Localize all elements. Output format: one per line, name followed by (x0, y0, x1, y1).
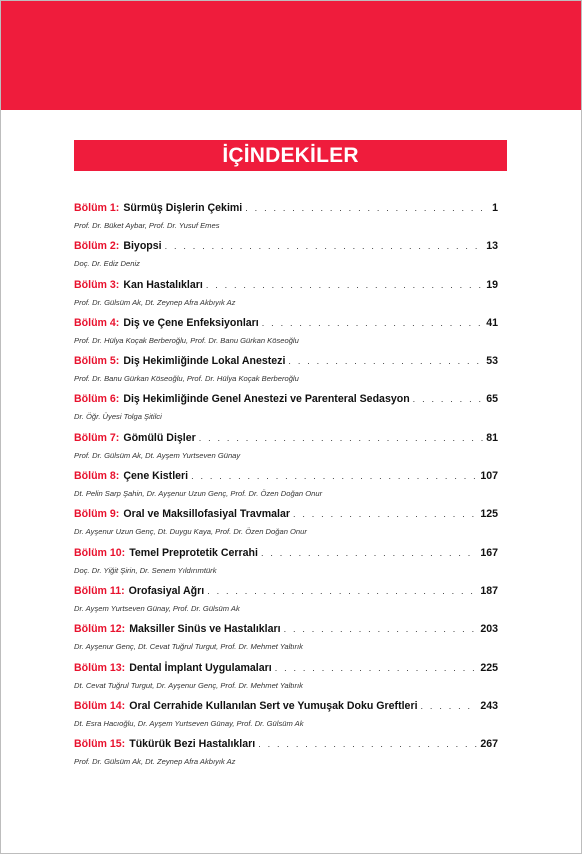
chapter-label: Bölüm 3: (74, 278, 120, 291)
toc-entry-row[interactable] (74, 547, 498, 564)
chapter-authors: Prof. Dr. Gülsüm Ak, Dt. Zeynep Afra Akbıyık Az (74, 297, 236, 307)
chapter-label: Bölüm 9: (74, 508, 120, 521)
chapter-authors: Dr. Ayşenur Genç, Dt. Cevat Tuğrul Turgut, Prof. Dr. Mehmet Yaltırık (74, 642, 303, 652)
chapter-authors: Prof. Dr. Gülsüm Ak, Dt. Zeynep Afra Akbıyık Az (74, 757, 236, 767)
dot-leader (199, 433, 483, 443)
chapter-label: Bölüm 11: (74, 584, 125, 597)
chapter-label: Bölüm 6: (74, 393, 120, 406)
page-number: 203 (480, 623, 498, 636)
page-number: 125 (480, 508, 498, 521)
title-banner (74, 140, 507, 171)
toc-entry-row[interactable] (74, 240, 498, 257)
chapter-authors: Dr. Öğr. Üyesi Tolga Şitilci (74, 412, 162, 422)
page-number: 19 (486, 278, 498, 291)
toc-entry (74, 393, 498, 431)
toc-entry (74, 700, 498, 738)
chapter-title: Orofasiyal Ağrı (128, 584, 205, 597)
header-band (1, 1, 581, 110)
chapter-title: Çene Kistleri (123, 470, 189, 483)
chapter-title: Diş Hekimliğinde Lokal Anestezi (123, 355, 286, 368)
dot-leader (421, 701, 478, 711)
dot-leader (261, 548, 477, 558)
chapter-authors: Prof. Dr. Gülsüm Ak, Dt. Ayşem Yurtseven Günay (74, 450, 241, 460)
chapter-authors: Dt. Cevat Tuğrul Turgut, Dr. Ayşenur Genç, Prof. Dr. Mehmet Yaltırık (74, 680, 303, 690)
page-number: 187 (480, 584, 498, 597)
toc-entry (74, 279, 498, 317)
toc-entry (74, 202, 498, 240)
toc-entry-row[interactable] (74, 432, 498, 449)
chapter-authors: Prof. Dr. Hülya Koçak Berberoğlu, Prof. Dr. Banu Gürkan Köseoğlu (74, 335, 299, 345)
toc-entry-row[interactable] (74, 393, 498, 410)
chapter-authors: Doç. Dr. Yiğit Şirin, Dr. Senem Yıldırımtürk (74, 565, 217, 575)
chapter-label: Bölüm 7: (74, 431, 120, 444)
chapter-label: Bölüm 14: (74, 699, 126, 712)
page-number: 81 (486, 431, 498, 444)
toc-entry-row[interactable] (74, 279, 498, 296)
chapter-title: Sürmüş Dişlerin Çekimi (123, 202, 243, 214)
dot-leader (288, 356, 483, 366)
chapter-title: Tükürük Bezi Hastalıkları (129, 738, 256, 751)
chapter-title: Oral ve Maksillofasiyal Travmalar (123, 508, 290, 521)
chapter-label: Bölüm 13: (74, 661, 126, 674)
dot-leader (262, 318, 483, 328)
table-of-contents (74, 202, 498, 776)
toc-entry-row[interactable] (74, 202, 498, 219)
toc-entry (74, 547, 498, 585)
chapter-authors: Dt. Pelin Sarp Şahin, Dr. Ayşenur Uzun Genç, Prof. Dr. Özen Doğan Onur (74, 489, 323, 499)
chapter-title: Biyopsi (123, 240, 162, 253)
chapter-label: Bölüm 1: (74, 202, 120, 214)
toc-entry-row[interactable] (74, 662, 498, 679)
dot-leader (284, 624, 478, 634)
chapter-title: Diş ve Çene Enfeksiyonları (123, 316, 259, 329)
dot-leader (191, 471, 477, 481)
page-title: İÇİNDEKİLER (222, 143, 359, 167)
toc-entry (74, 662, 498, 700)
dot-leader (275, 663, 478, 673)
toc-entry-row[interactable] (74, 738, 498, 755)
dot-leader (413, 394, 484, 404)
dot-leader (206, 280, 483, 290)
dot-leader (245, 203, 489, 213)
chapter-title: Oral Cerrahide Kullanılan Sert ve Yumuşak Doku Greftleri (129, 699, 418, 712)
chapter-title: Maksiller Sinüs ve Hastalıkları (129, 623, 281, 636)
chapter-label: Bölüm 12: (74, 623, 126, 636)
chapter-title: Temel Preprotetik Cerrahi (129, 546, 258, 559)
chapter-label: Bölüm 4: (74, 316, 120, 329)
dot-leader (293, 509, 477, 519)
page-number: 41 (486, 316, 498, 329)
page-number: 107 (480, 470, 498, 483)
chapter-authors: Doç. Dr. Ediz Deniz (74, 259, 140, 269)
toc-entry-row[interactable] (74, 355, 498, 372)
chapter-label: Bölüm 8: (74, 470, 120, 483)
page-number: 225 (480, 661, 498, 674)
toc-entry (74, 508, 498, 546)
dot-leader (258, 739, 477, 749)
toc-entry (74, 470, 498, 508)
toc-entry (74, 738, 498, 776)
toc-entry-row[interactable] (74, 585, 498, 602)
chapter-authors: Dr. Ayşenur Uzun Genç, Dt. Duygu Kaya, Prof. Dr. Özen Doğan Onur (74, 527, 307, 537)
page-number: 243 (480, 699, 498, 712)
chapter-label: Bölüm 10: (74, 546, 126, 559)
page-number: 53 (486, 355, 498, 368)
toc-entry (74, 432, 498, 470)
toc-entry-row[interactable] (74, 317, 498, 334)
toc-entry (74, 240, 498, 278)
chapter-title: Diş Hekimliğinde Genel Anestezi ve Parenteral Sedasyon (123, 393, 410, 406)
page-number: 267 (480, 738, 498, 751)
chapter-label: Bölüm 5: (74, 355, 120, 368)
chapter-label: Bölüm 2: (74, 240, 120, 253)
toc-entry (74, 317, 498, 355)
chapter-title: Gömülü Dişler (123, 431, 196, 444)
page-number: 13 (486, 240, 498, 253)
chapter-authors: Dt. Esra Hacıoğlu, Dr. Ayşem Yurtseven Günay, Prof. Dr. Gülsüm Ak (74, 718, 304, 728)
toc-entry-row[interactable] (74, 470, 498, 487)
dot-leader (165, 241, 484, 251)
toc-entry-row[interactable] (74, 700, 498, 717)
dot-leader (207, 586, 477, 596)
toc-entry (74, 355, 498, 393)
chapter-title: Kan Hastalıkları (123, 278, 203, 291)
page-number: 1 (492, 202, 498, 214)
chapter-authors: Dr. Ayşem Yurtseven Günay, Prof. Dr. Gülsüm Ak (74, 603, 240, 613)
chapter-title: Dental İmplant Uygulamaları (129, 661, 272, 674)
toc-entry (74, 623, 498, 661)
toc-entry (74, 585, 498, 623)
page-number: 65 (486, 393, 498, 406)
page-number: 167 (480, 546, 498, 559)
toc-entry-row[interactable] (74, 508, 498, 525)
chapter-authors: Prof. Dr. Banu Gürkan Köseoğlu, Prof. Dr. Hülya Koçak Berberoğlu (74, 374, 299, 384)
chapter-authors: Prof. Dr. Büket Aybar, Prof. Dr. Yusuf Emes (74, 221, 220, 230)
chapter-label: Bölüm 15: (74, 738, 126, 751)
toc-entry-row[interactable] (74, 623, 498, 640)
